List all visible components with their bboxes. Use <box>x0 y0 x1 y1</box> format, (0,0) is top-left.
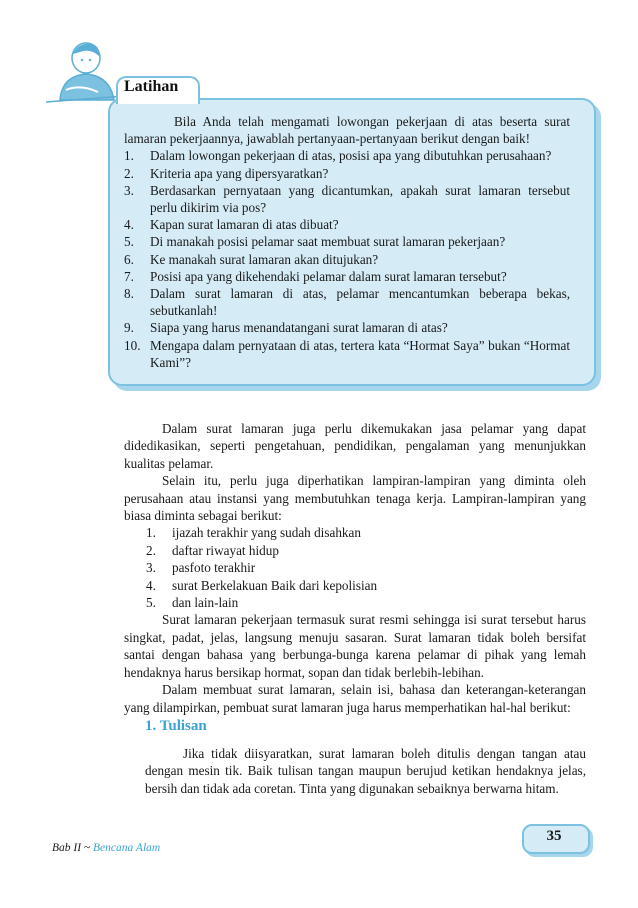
question-item <box>124 251 570 268</box>
attachment-text: pasfoto terakhir <box>172 560 256 576</box>
attachment-text: ijazah terakhir yang sudah disahkan <box>172 525 361 541</box>
section-paragraph: Jika tidak diisyaratkan, surat lamaran boleh ditulis dengan tangan atau dengan mesin tik. Baik tulisan tangan maupun berujud ketikan hendaknya jelas, bersih dan tidak ada coretan. Tinta yang digunakan sebaiknya berwarna hitam. <box>145 746 586 796</box>
paragraph: Dalam membuat surat lamaran, selain isi, bahasa dan keterangan-keterangan yang dilampirkan, pembuat surat lamaran juga harus memperhatikan hal-hal berikut: <box>124 682 586 715</box>
body-text <box>124 420 586 716</box>
question-item <box>124 147 570 164</box>
question-text: Berdasarkan pernyataan yang dicantumkan, apakah surat lamaran tersebut perlu dikirim via pos? <box>150 182 570 216</box>
question-number: 7. <box>124 268 134 284</box>
question-number: 4. <box>124 217 134 233</box>
question-number: 6. <box>124 251 134 267</box>
question-item <box>124 285 570 319</box>
question-number: 2. <box>124 165 134 181</box>
attachment-item <box>146 594 586 611</box>
question-item <box>124 268 570 285</box>
page-number: 35 <box>546 828 562 844</box>
chapter-footer <box>52 842 160 854</box>
exercise-content <box>124 113 570 371</box>
section-heading: 1. Tulisan <box>145 718 207 734</box>
question-number: 10. <box>124 337 141 353</box>
paragraph: Selain itu, perlu juga diperhatikan lampiran-lampiran yang diminta oleh perusahaan atau instansi yang membutuhkan tenaga kerja. Lampiran-lampiran yang biasa diminta sebagai berikut: <box>124 473 586 524</box>
attachment-text: dan lain-lain <box>172 595 239 611</box>
attachment-list <box>124 524 586 611</box>
question-text: Dalam surat lamaran di atas, pelamar mencantumkan beberapa bekas, sebutkanlah! <box>150 286 570 319</box>
paragraph: Surat lamaran pekerjaan termasuk surat resmi sehingga isi surat tersebut harus singkat, padat, jelas, langsung menuju sasaran. Surat lamaran tidak boleh bersifat santai dengan bahasa yang berbunga-bunga karena pelamar di pihak yang lemah hendaknya harus bersikap hormat, sopan dan tidak berlebih-lebihan. <box>124 612 586 680</box>
question-number: 3. <box>124 182 134 198</box>
exercise-title: Latihan <box>124 78 179 95</box>
question-number: 5. <box>124 234 134 250</box>
exercise-intro: Bila Anda telah mengamati lowongan pekerjaan di atas beserta surat lamaran pekerjaannya, jawablah pertanyaan-pertanyaan berikut dengan baik! <box>124 114 570 147</box>
chapter-label: Bab II ~ <box>52 842 94 854</box>
attachment-text: daftar riwayat hidup <box>172 542 279 558</box>
attachment-text: surat Berkelakuan Baik dari kepolisian <box>172 577 378 593</box>
question-text: Ke manakah surat lamaran akan ditujukan? <box>150 251 379 267</box>
question-item <box>124 216 570 233</box>
question-text: Kriteria apa yang dipersyaratkan? <box>150 165 329 181</box>
attachment-item <box>146 559 586 576</box>
attachment-item <box>146 577 586 594</box>
question-item <box>124 319 570 336</box>
question-text: Mengapa dalam pernyataan di atas, tertera kata “Hormat Saya” bukan “Hormat Kami”? <box>150 337 570 370</box>
attachment-number: 2. <box>146 542 156 558</box>
question-item <box>124 165 570 182</box>
attachment-item <box>146 524 586 541</box>
attachment-number: 1. <box>146 525 156 541</box>
attachment-item <box>146 542 586 559</box>
question-text: Di manakah posisi pelamar saat membuat surat lamaran pekerjaan? <box>150 234 506 250</box>
question-item <box>124 182 570 216</box>
paragraph: Dalam surat lamaran juga perlu dikemukakan jasa pelamar yang dapat didedikasikan, seperti pengetahuan, pendidikan, pengalaman yang menunjukkan kualitas pelamar. <box>124 421 586 471</box>
attachment-number: 4. <box>146 577 156 593</box>
question-item <box>124 233 570 250</box>
question-number: 9. <box>124 320 134 336</box>
question-text: Siapa yang harus menandatangani surat lamaran di atas? <box>150 320 448 336</box>
question-number: 8. <box>124 286 134 302</box>
question-list <box>124 147 570 371</box>
attachment-number: 3. <box>146 560 156 576</box>
chapter-theme: Bencana Alam <box>93 842 161 854</box>
question-text: Posisi apa yang dikehendaki pelamar dalam surat lamaran tersebut? <box>150 268 507 284</box>
question-text: Kapan surat lamaran di atas dibuat? <box>150 217 339 233</box>
question-number: 1. <box>124 148 134 164</box>
question-text: Dalam lowongan pekerjaan di atas, posisi apa yang dibutuhkan perusahaan? <box>150 148 552 164</box>
question-item <box>124 337 570 371</box>
attachment-number: 5. <box>146 595 156 611</box>
